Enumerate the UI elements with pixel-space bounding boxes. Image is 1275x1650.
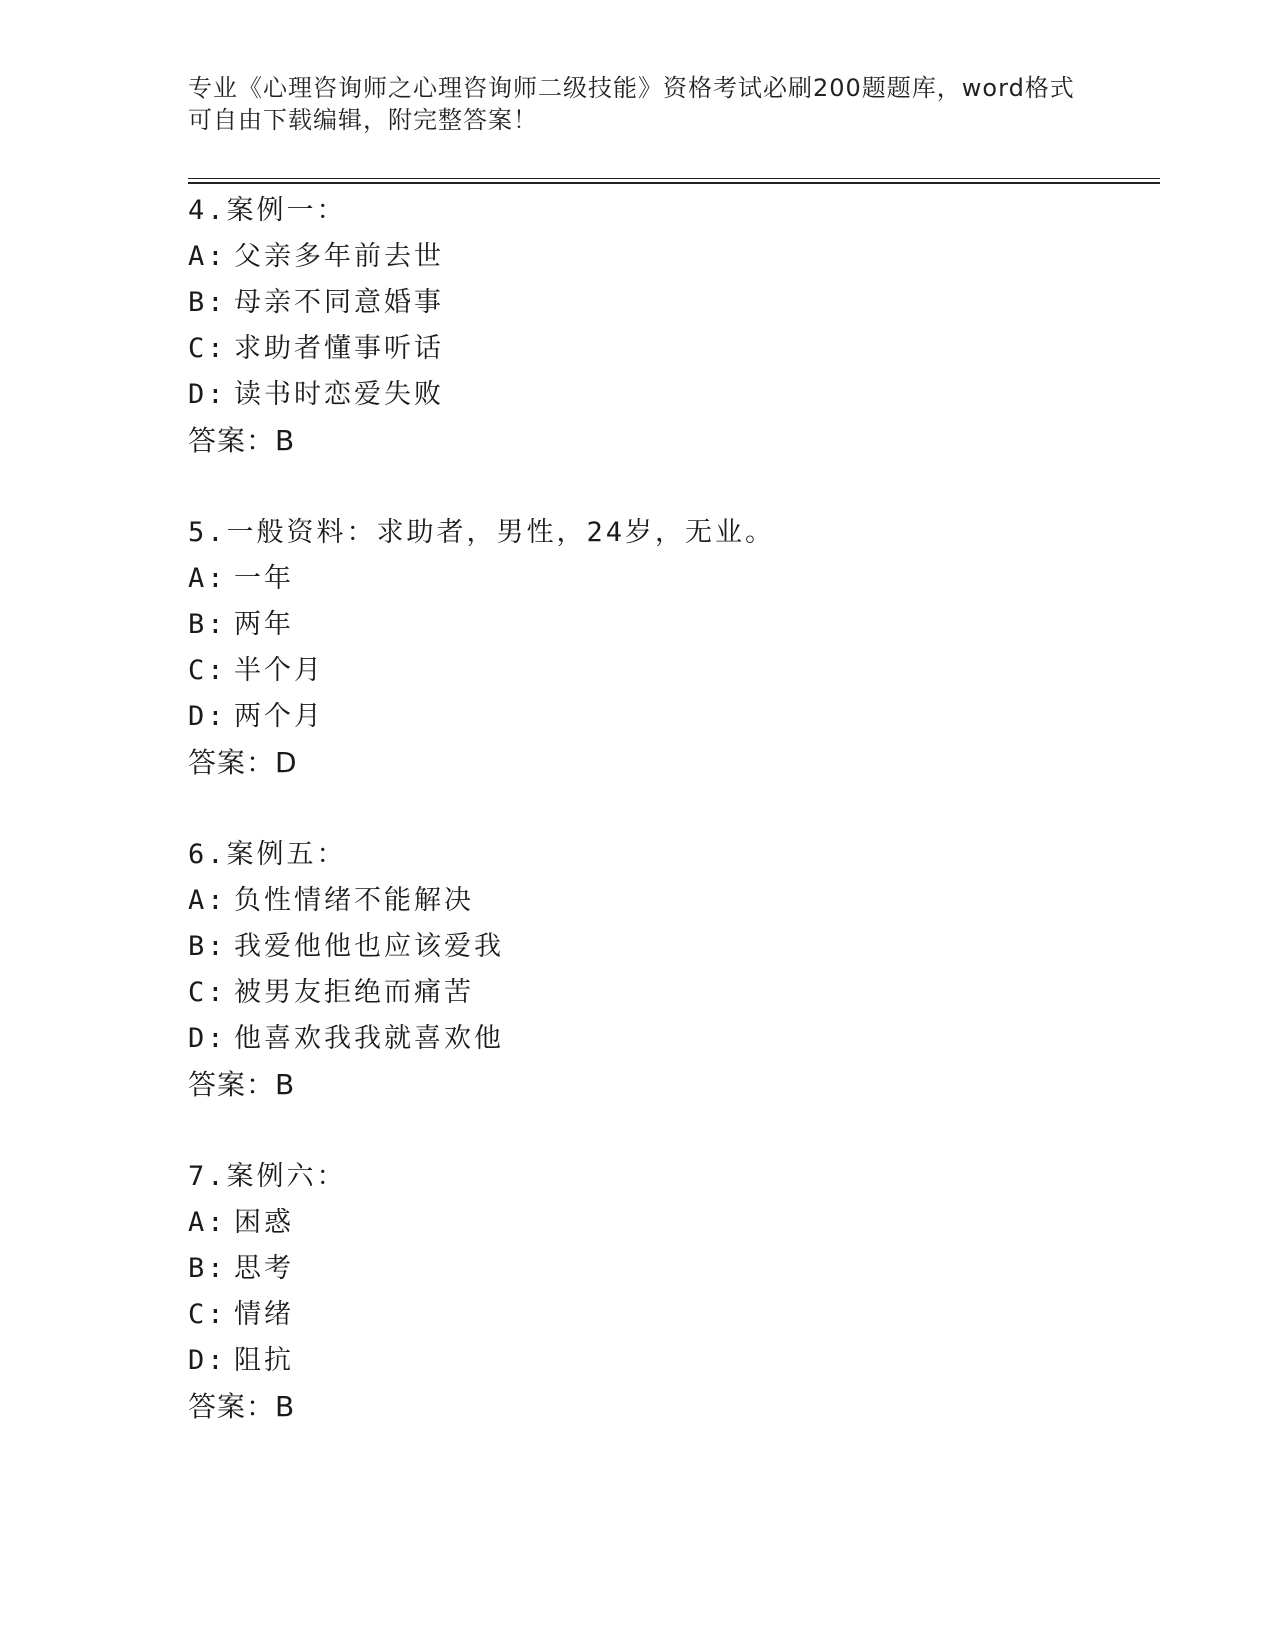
option-text: 两个月 <box>234 701 324 732</box>
option-letter: D: <box>188 701 227 732</box>
option-text: 阻抗 <box>234 1345 294 1376</box>
question-7 <box>188 1154 1148 1430</box>
document-header <box>188 72 1088 136</box>
option-letter: D: <box>188 379 227 410</box>
option-a <box>188 556 1148 602</box>
option-letter: C: <box>188 1299 227 1330</box>
question-stem: 5.一般资料：求助者，男性，24岁，无业。 <box>188 517 776 548</box>
question-stem: 4.案例一： <box>188 195 347 226</box>
option-text: 两年 <box>234 609 294 640</box>
option-c <box>188 1292 1148 1338</box>
header-line-1: 专业《心理咨询师之心理咨询师二级技能》资格考试必刷200题题库，word格式 <box>188 74 1075 102</box>
option-text: 情绪 <box>234 1299 294 1330</box>
answer-line: 答案：D <box>188 746 298 779</box>
option-b <box>188 602 1148 648</box>
option-letter: A: <box>188 563 227 594</box>
option-letter: D: <box>188 1023 227 1054</box>
option-text: 他喜欢我我就喜欢他 <box>234 1023 504 1054</box>
option-d <box>188 372 1148 418</box>
option-text: 半个月 <box>234 655 324 686</box>
option-letter: B: <box>188 931 227 962</box>
header-divider-thin <box>188 178 1160 179</box>
option-a <box>188 234 1148 280</box>
option-c <box>188 648 1148 694</box>
option-letter: B: <box>188 609 227 640</box>
question-stem: 7.案例六： <box>188 1161 347 1192</box>
option-d <box>188 1016 1148 1062</box>
option-c <box>188 970 1148 1016</box>
option-letter: B: <box>188 1253 227 1284</box>
option-text: 我爱他他也应该爱我 <box>234 931 504 962</box>
option-b <box>188 1246 1148 1292</box>
header-divider-thick <box>188 182 1160 184</box>
question-5 <box>188 510 1148 786</box>
option-letter: D: <box>188 1345 227 1376</box>
option-text: 母亲不同意婚事 <box>234 287 444 318</box>
option-a <box>188 1200 1148 1246</box>
answer-line: 答案：B <box>188 424 296 457</box>
answer-line: 答案：B <box>188 1068 296 1101</box>
header-line-2: 可自由下载编辑，附完整答案！ <box>188 106 538 134</box>
option-a <box>188 878 1148 924</box>
answer-line: 答案：B <box>188 1390 296 1423</box>
option-d <box>188 694 1148 740</box>
option-text: 思考 <box>234 1253 294 1284</box>
question-list <box>188 188 1148 1476</box>
question-stem: 6.案例五： <box>188 839 347 870</box>
option-letter: A: <box>188 241 227 272</box>
option-letter: C: <box>188 977 227 1008</box>
option-text: 困惑 <box>234 1207 294 1238</box>
option-c <box>188 326 1148 372</box>
question-4 <box>188 188 1148 464</box>
question-6 <box>188 832 1148 1108</box>
option-letter: A: <box>188 885 227 916</box>
option-letter: B: <box>188 287 227 318</box>
option-d <box>188 1338 1148 1384</box>
option-text: 一年 <box>234 563 294 594</box>
option-letter: C: <box>188 333 227 364</box>
option-text: 求助者懂事听话 <box>234 333 444 364</box>
option-text: 父亲多年前去世 <box>234 241 444 272</box>
option-b <box>188 924 1148 970</box>
option-letter: A: <box>188 1207 227 1238</box>
option-text: 负性情绪不能解决 <box>234 885 474 916</box>
option-b <box>188 280 1148 326</box>
option-text: 被男友拒绝而痛苦 <box>234 977 474 1008</box>
option-text: 读书时恋爱失败 <box>234 379 444 410</box>
option-letter: C: <box>188 655 227 686</box>
